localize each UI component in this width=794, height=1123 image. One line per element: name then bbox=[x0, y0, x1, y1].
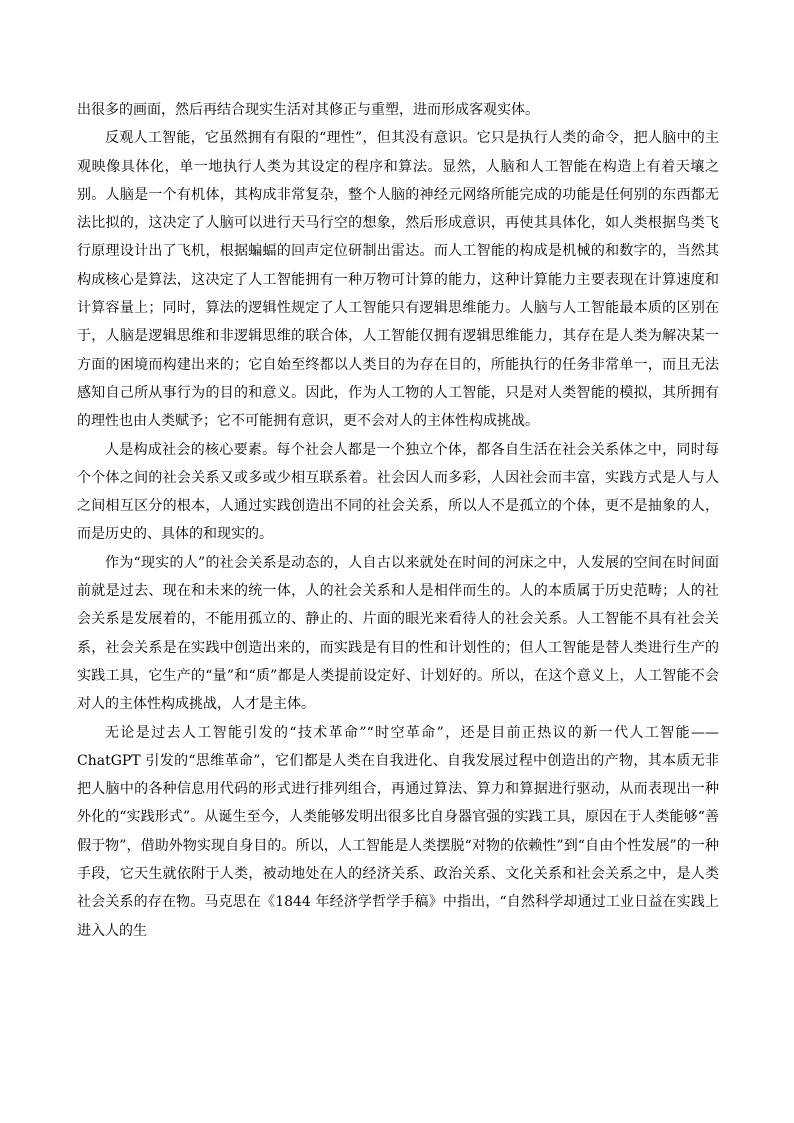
paragraph-chatgpt-revolution: 无论是过去人工智能引发的“技术革命”“时空革命”，还是目前正热议的新一代人工智能——ChatGPT 引发的“思维革命”，它们都是人类在自我进化、自我发展过程中创造出的产物，其本质无非把人脑中的各种信息用代码的形式进行排列组合，再通过算法、算力和算据进行驱动，从而表现出一种外化的“实践形式”。从诞生至今，人类能够发明出很多比自身器官强的实践工具，原因在于人类能够“善假于物”，借助外物实现自身目的。所以，人工智能是人类摆脱“对物的依赖性”到“自由个性发展”的一种手段，它天生就依附于人类，被动地处在人的经济关系、政治关系、文化关系和社会关系之中，是人类社会关系的存在物。马克思在《1844 年经济学哲学手稿》中指出，“自然科学却通过工业日益在实践上进入人的生 bbox=[77, 724, 719, 939]
paragraph-real-person: 作为“现实的人”的社会关系是动态的，人自古以来就处在时间的河床之中，人发展的空间在时间面前就是过去、现在和未来的统一体，人的社会关系和人是相伴而生的。人的本质属于历史范畴；人的社会关系是发展着的，不能用孤立的、静止的、片面的眼光来看待人的社会关系。人工智能不具有社会关系，社会关系是在实践中创造出来的，而实践是有目的性和计划性的；但人工智能是替人类进行生产的实践工具，它生产的“量”和“质”都是人类提前设定好、计划好的。所以，在这个意义上，人工智能不会对人的主体性构成挑战，人才是主体。 bbox=[77, 554, 719, 713]
paragraph-continued: 出很多的画面，然后再结合现实生活对其修正与重塑，进而形成客观实体。 bbox=[77, 102, 539, 118]
article-body bbox=[77, 96, 719, 945]
paragraph-ai-rationality: 反观人工智能，它虽然拥有有限的“理性”，但其没有意识。它只是执行人类的命令，把人脑中的主观映像具体化，单一地执行人类为其设定的程序和算法。显然，人脑和人工智能在构造上有着天壤之别。人脑是一个有机体，其构成非常复杂，整个人脑的神经元网络所能完成的功能是任何别的东西都无法比拟的，这决定了人脑可以进行天马行空的想象，然后形成意识，再使其具体化，如人类根据鸟类飞行原理设计出了飞机，根据蝙蝠的回声定位研制出雷达。而人工智能的构成是机械的和数字的，当然其构成核心是算法，这决定了人工智能拥有一种万物可计算的能力，这种计算能力主要表现在计算速度和计算容量上；同时，算法的逻辑性规定了人工智能只有逻辑思维能力。人脑与人工智能最本质的区别在于，人脑是逻辑思维和非逻辑思维的联合体，人工智能仅拥有逻辑思维能力，其存在是人类为解决某一方面的困境而构建出来的；它自始至终都以人类目的为存在目的，所能执行的任务非常单一，而且无法感知自己所从事行为的目的和意义。因此，作为人工物的人工智能，只是对人类智能的模拟，其所拥有的理性也由人类赋予；它不可能拥有意识，更不会对人的主体性构成挑战。 bbox=[77, 130, 719, 430]
paragraph-human-society: 人是构成社会的核心要素。每个社会人都是一个独立个体，都各自生活在社会关系体之中，同时每个个体之间的社会关系又或多或少相互联系着。社会因人而多彩，人因社会而丰富，实践方式是人与人之间相互区分的根本，人通过实践创造出不同的社会关系，所以人不是孤立的个体，更不是抽象的人，而是历史的、具体的和现实的。 bbox=[77, 441, 719, 543]
